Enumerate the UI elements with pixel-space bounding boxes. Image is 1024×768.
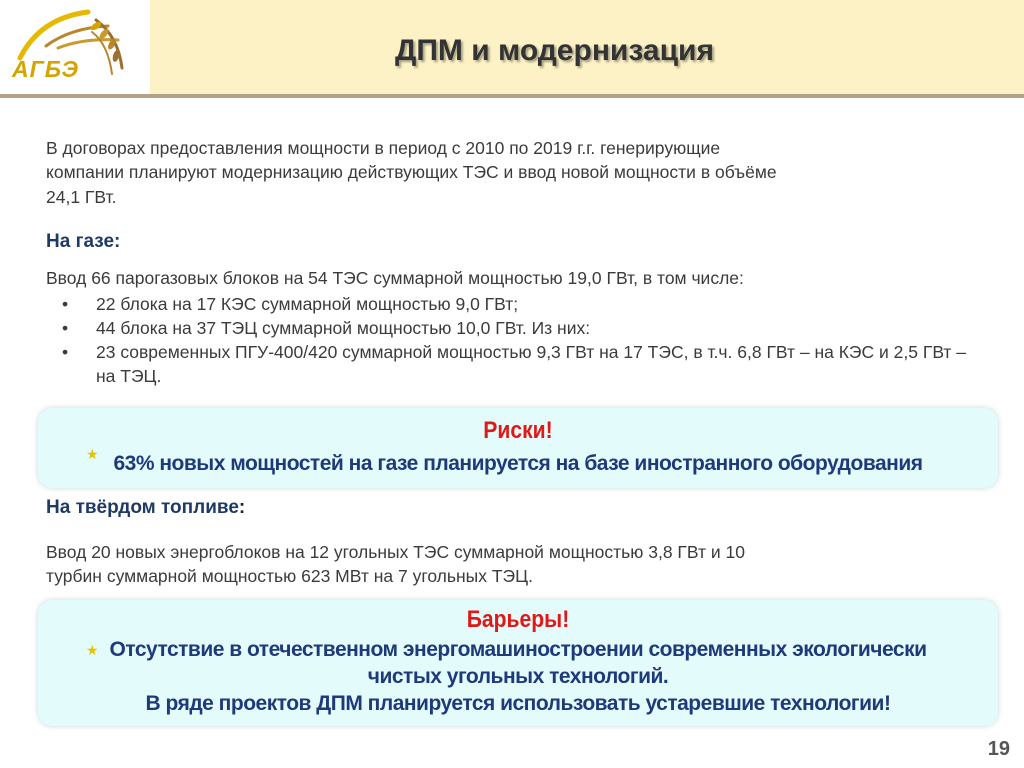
barriers-line-1: Отсутствие в отечественном энергомашиностроении современных экологически: [109, 638, 927, 661]
page-number: 19: [987, 738, 1010, 760]
gas-bullet-item: • 44 блока на 37 ТЭЦ суммарной мощностью 10,0 ГВт. Из них:: [62, 316, 982, 340]
gas-bullet-item: • 22 блока на 17 КЭС суммарной мощностью 9,0 ГВт;: [62, 292, 982, 316]
solid-fuel-heading-text: На твёрдом топливе: [46, 497, 239, 518]
slide-title: ДПМ и модернизация: [395, 34, 714, 67]
intro-line-3: 24,1 ГВт.: [46, 187, 117, 207]
star-icon: ★: [86, 446, 99, 462]
gas-summary: Ввод 66 парогазовых блоков на 54 ТЭС суммарной мощностью 19,0 ГВт, в том числе:: [46, 268, 744, 288]
barriers-line-2: чистых угольных технологий.: [367, 665, 669, 688]
agbe-logo: [0, 0, 150, 94]
logo-text: АГБЭ: [12, 56, 79, 82]
barriers-callout: [38, 600, 998, 726]
gas-heading: На газе:: [46, 231, 121, 252]
intro-line-1: В договорах предоставления мощности в период с 2010 по 2019 г.г. генерирующие: [46, 138, 721, 158]
solid-fuel-heading: [46, 497, 245, 519]
risks-title: Риски!: [483, 417, 553, 444]
solid-line-1: Ввод 20 новых энергоблоков на 12 угольных ТЭС суммарной мощностью 3,8 ГВт и 10: [46, 542, 745, 562]
solid-line-2: турбин суммарной мощностью 623 МВт на 7 угольных ТЭЦ.: [46, 566, 533, 586]
gas-bullet-list: [62, 292, 982, 388]
header-divider: [0, 94, 1024, 98]
risks-text: 63% новых мощностей на газе планируется на базе иностранного оборудования: [113, 452, 923, 475]
solid-fuel-heading-colon: :: [238, 497, 246, 518]
star-icon: ★: [86, 642, 99, 658]
gas-bullet-item: • 23 современных ПГУ-400/420 суммарной мощностью 9,3 ГВт на 17 ТЭС, в т.ч. 6,8 ГВт – на КЭС и 2,5 ГВт – на ТЭЦ.: [62, 340, 982, 388]
risks-callout: [38, 408, 998, 488]
barriers-line-3: В ряде проектов ДПМ планируется использовать устаревшие технологии!: [145, 692, 891, 715]
intro-line-2: компании планируют модернизацию действующих ТЭС и ввод новой мощности в объёме: [46, 162, 777, 182]
barriers-title: Барьеры!: [466, 606, 570, 633]
